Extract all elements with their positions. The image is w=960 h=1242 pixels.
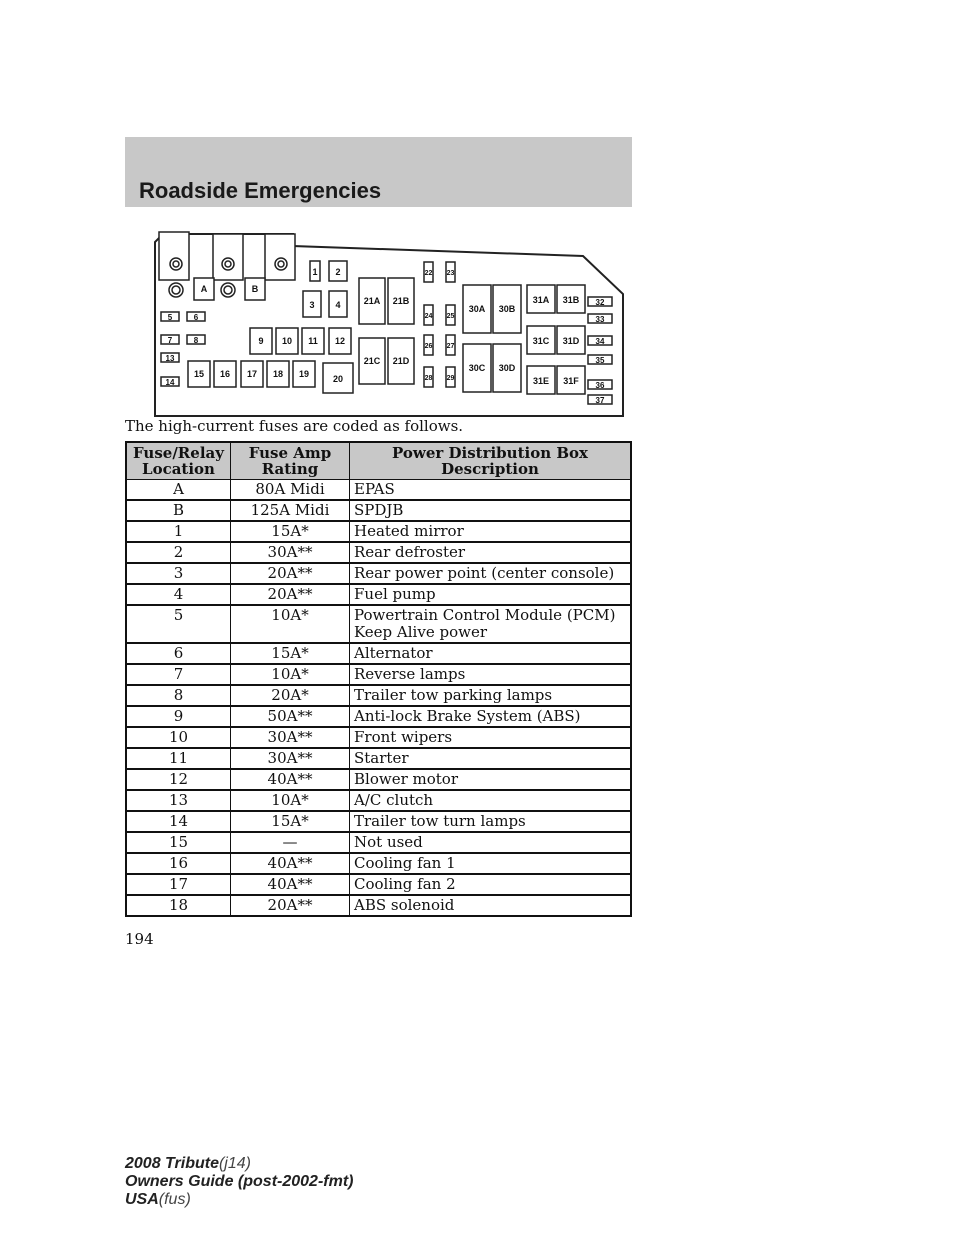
cell-description: Trailer tow turn lamps bbox=[350, 811, 632, 832]
cell-rating: 40A** bbox=[231, 769, 350, 790]
fuse-label-12: 12 bbox=[334, 336, 346, 346]
cell-location: 2 bbox=[126, 542, 231, 563]
fuse-label-35: 35 bbox=[595, 356, 605, 365]
cell-location: 11 bbox=[126, 748, 231, 769]
fuse-box-svg bbox=[153, 228, 633, 418]
table-row bbox=[126, 500, 631, 521]
fuse-label-3: 3 bbox=[309, 300, 315, 310]
cell-rating: 10A* bbox=[231, 664, 350, 685]
cell-description: Blower motor bbox=[350, 769, 632, 790]
cell-description: Anti-lock Brake System (ABS) bbox=[350, 706, 632, 727]
cell-location: 8 bbox=[126, 685, 231, 706]
cell-location: 12 bbox=[126, 769, 231, 790]
cell-location: 7 bbox=[126, 664, 231, 685]
fuse-label-11: 11 bbox=[308, 336, 318, 346]
fuse-label-21A: 21A bbox=[363, 296, 381, 306]
cell-location: 6 bbox=[126, 643, 231, 664]
table-row bbox=[126, 790, 631, 811]
cell-description: Front wipers bbox=[350, 727, 632, 748]
fuse-label-14: 14 bbox=[165, 378, 175, 387]
footer-model-code: (j14) bbox=[218, 1155, 251, 1172]
fuse-label-10: 10 bbox=[281, 336, 293, 346]
table-row bbox=[126, 584, 631, 605]
header-description: Power Distribution Box Description bbox=[350, 442, 632, 480]
cell-description: SPDJB bbox=[350, 500, 632, 521]
footer-market: USA bbox=[125, 1191, 159, 1208]
cell-description: Fuel pump bbox=[350, 584, 632, 605]
cell-rating: 40A** bbox=[231, 853, 350, 874]
fuse-box-diagram bbox=[153, 228, 633, 418]
cell-description: EPAS bbox=[350, 480, 632, 501]
cell-rating: 20A** bbox=[231, 895, 350, 916]
cell-location: 4 bbox=[126, 584, 231, 605]
cell-description: Rear defroster bbox=[350, 542, 632, 563]
fuse-label-4: 4 bbox=[335, 300, 341, 310]
fuse-label-25: 25 bbox=[446, 313, 455, 320]
cell-description: Trailer tow parking lamps bbox=[350, 685, 632, 706]
fuse-label-30C: 30C bbox=[468, 363, 486, 373]
table-row bbox=[126, 853, 631, 874]
cell-rating: — bbox=[231, 832, 350, 853]
table-row bbox=[126, 685, 631, 706]
fuse-label-26: 26 bbox=[424, 343, 433, 350]
table-row bbox=[126, 563, 631, 584]
cell-location: 16 bbox=[126, 853, 231, 874]
table-row bbox=[126, 769, 631, 790]
fuse-label-31B: 31B bbox=[562, 295, 580, 305]
cell-rating: 20A** bbox=[231, 563, 350, 584]
fuse-label-1: 1 bbox=[312, 267, 318, 277]
cell-location: 1 bbox=[126, 521, 231, 542]
table-row bbox=[126, 643, 631, 664]
table-row bbox=[126, 605, 631, 643]
fuse-label-32: 32 bbox=[595, 298, 605, 307]
table-row bbox=[126, 748, 631, 769]
fuse-label-13: 13 bbox=[165, 354, 175, 363]
cell-rating: 15A* bbox=[231, 521, 350, 542]
header-location: Fuse/Relay Location bbox=[126, 442, 231, 480]
table-header-row bbox=[126, 442, 631, 480]
cell-rating: 125A Midi bbox=[231, 500, 350, 521]
fuse-label-31F: 31F bbox=[563, 376, 579, 386]
footer-market-code: (fus) bbox=[158, 1191, 191, 1208]
fuse-label-27: 27 bbox=[446, 343, 455, 350]
cell-description: Cooling fan 1 bbox=[350, 853, 632, 874]
fuse-label-7: 7 bbox=[167, 336, 173, 345]
cell-location: A bbox=[126, 480, 231, 501]
cell-description: Alternator bbox=[350, 643, 632, 664]
page-number: 194 bbox=[125, 930, 154, 948]
fuse-label-29: 29 bbox=[446, 375, 455, 382]
table-row bbox=[126, 521, 631, 542]
cell-rating: 10A* bbox=[231, 790, 350, 811]
cell-description: Powertrain Control Module (PCM) Keep Alive power bbox=[350, 605, 632, 643]
cell-rating: 30A** bbox=[231, 727, 350, 748]
fuse-label-23: 23 bbox=[446, 270, 455, 277]
fuse-label-9: 9 bbox=[258, 336, 264, 346]
fuse-label-16: 16 bbox=[219, 369, 231, 379]
cell-description: Cooling fan 2 bbox=[350, 874, 632, 895]
cell-location: 9 bbox=[126, 706, 231, 727]
table-body bbox=[126, 480, 631, 917]
header-rating: Fuse Amp Rating bbox=[231, 442, 350, 480]
cell-location: 10 bbox=[126, 727, 231, 748]
intro-text: The high-current fuses are coded as follows. bbox=[125, 417, 464, 435]
table-row bbox=[126, 832, 631, 853]
cell-rating: 30A** bbox=[231, 748, 350, 769]
cell-description: Reverse lamps bbox=[350, 664, 632, 685]
fuse-label-8: 8 bbox=[193, 336, 199, 345]
cell-rating: 15A* bbox=[231, 811, 350, 832]
fuse-label-21B: 21B bbox=[392, 296, 410, 306]
fuse-label-33: 33 bbox=[595, 315, 605, 324]
cell-location: 17 bbox=[126, 874, 231, 895]
fuse-label-A: A bbox=[200, 284, 208, 294]
fuse-label-31C: 31C bbox=[532, 336, 550, 346]
cell-description: ABS solenoid bbox=[350, 895, 632, 916]
cell-location: 14 bbox=[126, 811, 231, 832]
fuse-label-2: 2 bbox=[335, 267, 341, 277]
cell-description: Not used bbox=[350, 832, 632, 853]
section-title: Roadside Emergencies bbox=[139, 178, 382, 203]
fuse-label-17: 17 bbox=[246, 369, 258, 379]
cell-location: 15 bbox=[126, 832, 231, 853]
cell-location: 5 bbox=[126, 605, 231, 643]
fuse-label-21D: 21D bbox=[392, 356, 410, 366]
cell-rating: 50A** bbox=[231, 706, 350, 727]
fuse-label-15: 15 bbox=[193, 369, 205, 379]
cell-rating: 15A* bbox=[231, 643, 350, 664]
table-row bbox=[126, 874, 631, 895]
table-row bbox=[126, 895, 631, 916]
cell-rating: 20A** bbox=[231, 584, 350, 605]
cell-description: Rear power point (center console) bbox=[350, 563, 632, 584]
fuse-label-31D: 31D bbox=[562, 336, 580, 346]
fuse-label-30D: 30D bbox=[498, 363, 516, 373]
document-footer bbox=[125, 1155, 353, 1209]
fuse-label-37: 37 bbox=[595, 396, 605, 405]
cell-location: B bbox=[126, 500, 231, 521]
fuse-label-21C: 21C bbox=[363, 356, 381, 366]
fuse-label-30A: 30A bbox=[468, 304, 486, 314]
fuse-label-22: 22 bbox=[424, 270, 433, 277]
fuse-label-6: 6 bbox=[193, 313, 199, 322]
fuse-label-5: 5 bbox=[167, 313, 173, 322]
fuse-table bbox=[125, 441, 632, 917]
footer-guide: Owners Guide (post-2002-fmt) bbox=[125, 1173, 354, 1190]
cell-location: 3 bbox=[126, 563, 231, 584]
cell-description: A/C clutch bbox=[350, 790, 632, 811]
fuse-label-24: 24 bbox=[424, 313, 433, 320]
cell-rating: 30A** bbox=[231, 542, 350, 563]
table-row bbox=[126, 542, 631, 563]
fuse-label-36: 36 bbox=[595, 381, 605, 390]
table-row bbox=[126, 811, 631, 832]
cell-rating: 20A* bbox=[231, 685, 350, 706]
footer-model: 2008 Tribute bbox=[125, 1155, 219, 1172]
cell-rating: 80A Midi bbox=[231, 480, 350, 501]
table-row bbox=[126, 727, 631, 748]
fuse-label-18: 18 bbox=[272, 369, 284, 379]
cell-location: 18 bbox=[126, 895, 231, 916]
cell-location: 13 bbox=[126, 790, 231, 811]
fuse-label-28: 28 bbox=[424, 375, 433, 382]
table-row bbox=[126, 664, 631, 685]
fuse-label-34: 34 bbox=[595, 337, 605, 346]
table-row bbox=[126, 480, 631, 501]
table-row bbox=[126, 706, 631, 727]
fuse-label-30B: 30B bbox=[498, 304, 516, 314]
fuse-label-31E: 31E bbox=[532, 376, 550, 386]
cell-rating: 40A** bbox=[231, 874, 350, 895]
fuse-label-19: 19 bbox=[298, 369, 310, 379]
fuse-label-B: B bbox=[251, 284, 259, 294]
cell-description: Starter bbox=[350, 748, 632, 769]
fuse-label-20: 20 bbox=[332, 374, 344, 384]
fuse-label-31A: 31A bbox=[532, 295, 550, 305]
cell-rating: 10A* bbox=[231, 605, 350, 643]
cell-description: Heated mirror bbox=[350, 521, 632, 542]
